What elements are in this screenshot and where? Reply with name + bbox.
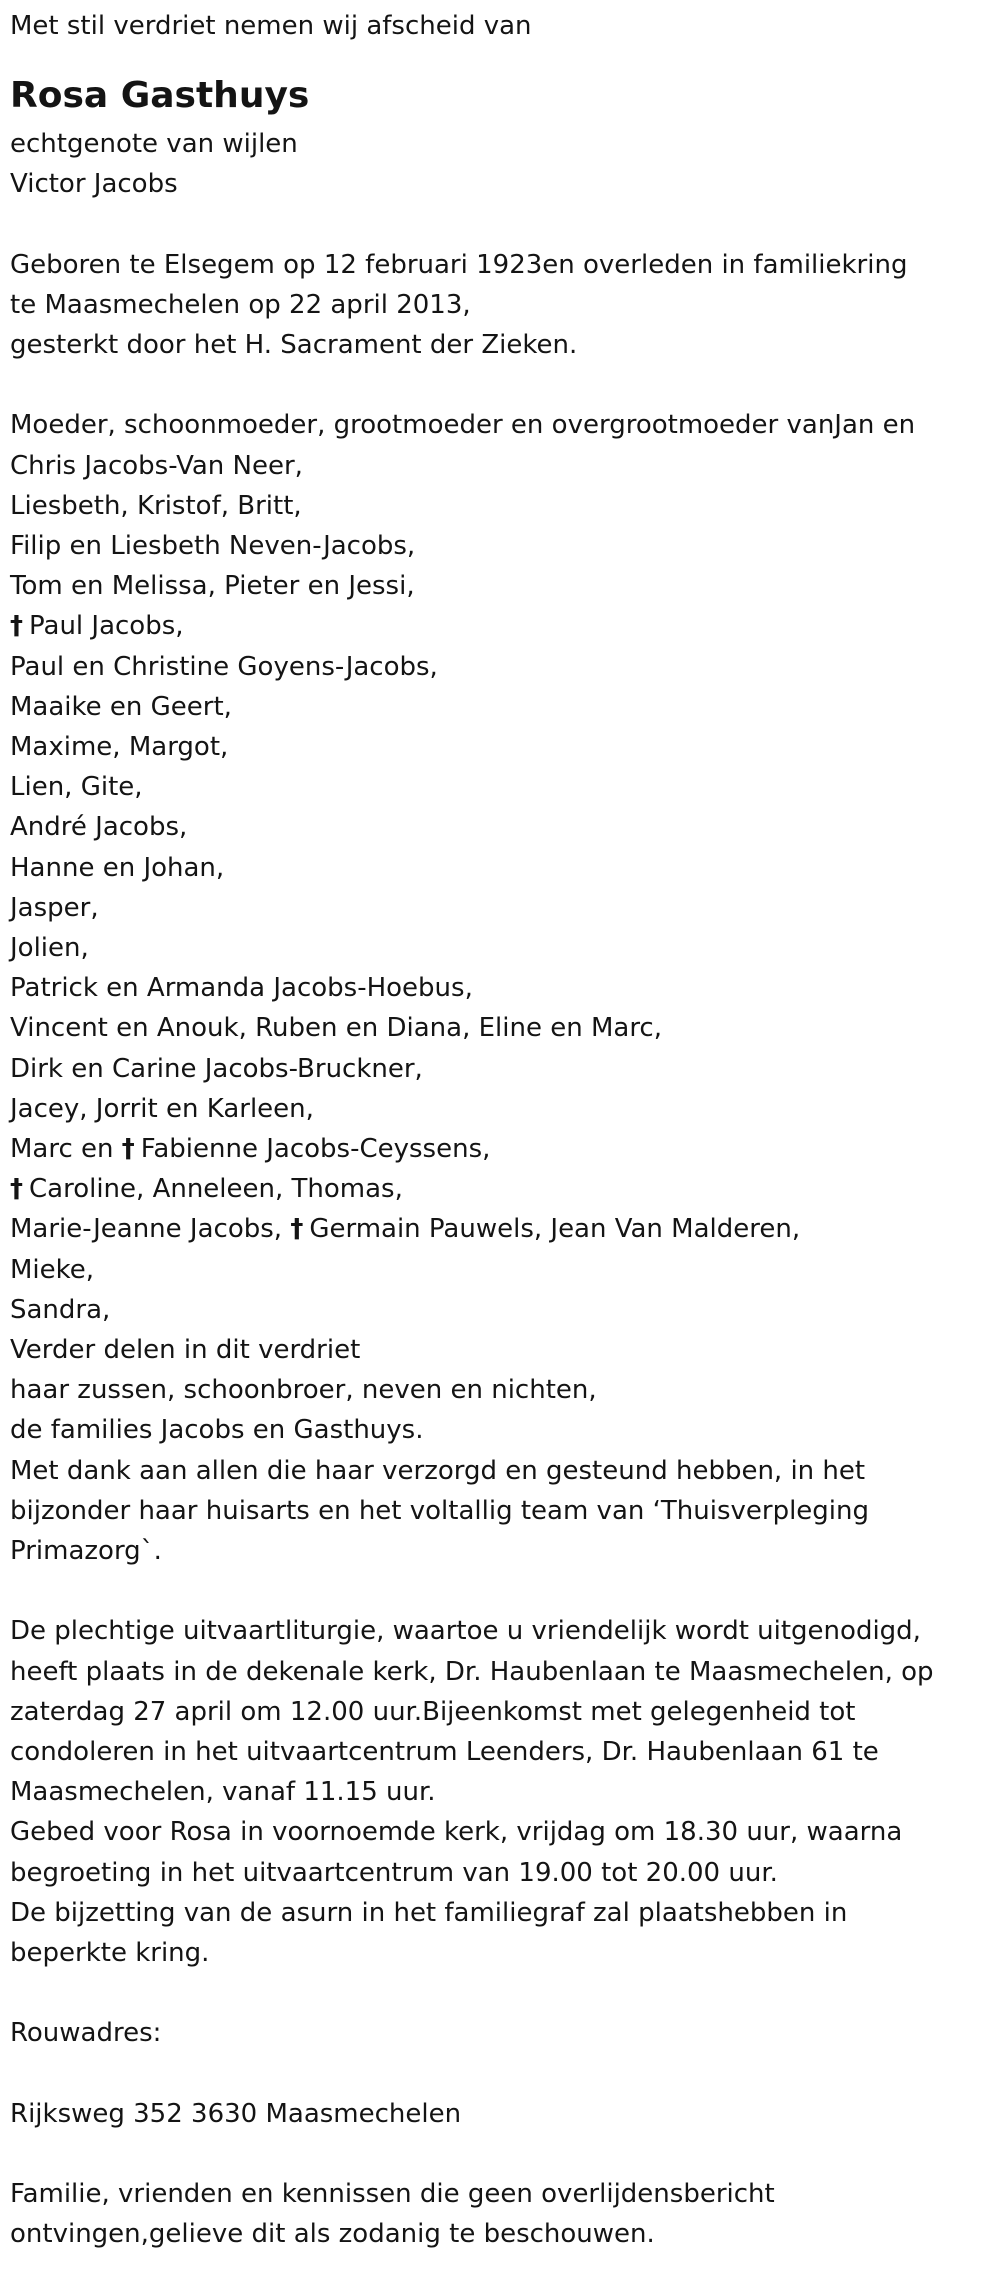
birth-death-block xyxy=(10,245,990,366)
family-line-text: haar zussen, schoonbroer, neven en nichten, xyxy=(10,1375,597,1406)
family-line-prefix: Marie-Jeanne Jacobs, xyxy=(10,1214,283,1245)
family-line-text: Tom en Melissa, Pieter en Jessi, xyxy=(10,571,415,602)
family-line-text: Germain Pauwels, Jean Van Malderen, xyxy=(309,1214,801,1245)
family-line-text: de families Jacobs en Gasthuys. xyxy=(10,1415,424,1446)
family-line-text: Liesbeth, Kristof, Britt, xyxy=(10,490,302,521)
ceremony-line: Maasmechelen, vanaf 11.15 uur. xyxy=(10,1777,436,1808)
family-line xyxy=(10,1290,990,1330)
family-line xyxy=(10,888,990,928)
family-line-text: André Jacobs, xyxy=(10,812,188,843)
family-line-text: Vincent en Anouk, Ruben en Diana, Eline en Marc, xyxy=(10,1013,662,1044)
relation-line: echtgenote van wijlen xyxy=(10,129,298,159)
spacer xyxy=(10,365,990,405)
family-line-text: Filip en Liesbeth Neven-Jacobs, xyxy=(10,531,416,561)
family-line xyxy=(10,687,990,727)
family-line xyxy=(10,1491,990,1531)
family-line xyxy=(10,566,990,606)
deceased-name: Rosa Gasthuys xyxy=(10,75,310,116)
family-line-text: Jacey, Jorrit en Karleen, xyxy=(10,1093,314,1124)
family-line-text: Fabienne Jacobs-Ceyssens, xyxy=(140,1134,491,1165)
family-line-text: Sandra, xyxy=(10,1294,111,1325)
address-text: Rijksweg 352 3630 Maasmechelen xyxy=(10,2098,462,2129)
death-notice xyxy=(10,10,990,2255)
family-line xyxy=(10,446,990,486)
spacer xyxy=(10,2134,990,2174)
family-line-text: Paul en Christine Goyens-Jacobs, xyxy=(10,651,438,682)
cross-icon: † xyxy=(10,1174,23,1205)
family-line-text: Patrick en Armanda Jacobs-Hoebus, xyxy=(10,973,473,1004)
family-line-text: Maxime, Margot, xyxy=(10,732,229,763)
spacer xyxy=(10,1973,990,2013)
family-line-text: Moeder, schoonmoeder, grootmoeder en overgrootmoeder vanJan en xyxy=(10,410,916,441)
family-line-text: Caroline, Anneleen, Thomas, xyxy=(29,1174,403,1205)
ceremony-line: heeft plaats in de dekenale kerk, Dr. Haubenlaan te Maasmechelen, op xyxy=(10,1656,934,1687)
family-line xyxy=(10,606,990,646)
family-line xyxy=(10,1531,990,1571)
family-line-prefix: Marc en xyxy=(10,1134,114,1165)
family-line-text: Maaike en Geert, xyxy=(10,691,232,722)
family-line-text: Paul Jacobs, xyxy=(29,611,184,642)
cross-icon: † xyxy=(10,611,23,642)
family-line xyxy=(10,1089,990,1129)
relation-line: Victor Jacobs xyxy=(10,169,178,200)
family-line xyxy=(10,526,990,566)
ceremony-line: beperkte kring. xyxy=(10,1938,210,1969)
family-line xyxy=(10,647,990,687)
cross-icon: † xyxy=(121,1134,135,1165)
ceremony-line: Gebed voor Rosa in voornoemde kerk, vrijdag om 18.30 uur, waarna xyxy=(10,1817,903,1848)
family-line xyxy=(10,1370,990,1410)
family-line xyxy=(10,928,990,968)
family-line-text: bijzonder haar huisarts en het voltallig team van ‘Thuisverpleging xyxy=(10,1495,870,1526)
family-line xyxy=(10,727,990,767)
family-line xyxy=(10,486,990,526)
family-line xyxy=(10,767,990,807)
ceremony-line: condoleren in het uitvaartcentrum Leenders, Dr. Haubenlaan 61 te xyxy=(10,1737,879,1768)
closing-line: Familie, vrienden en kennissen die geen overlijdensbericht xyxy=(10,2179,775,2210)
spacer xyxy=(10,2054,990,2094)
family-line xyxy=(10,1049,990,1089)
family-line xyxy=(10,1330,990,1370)
family-line-text: Mieke, xyxy=(10,1254,95,1285)
family-block xyxy=(10,405,990,1571)
family-line xyxy=(10,968,990,1008)
relation-block xyxy=(10,124,990,204)
spacer xyxy=(10,1571,990,1611)
family-line-text: Jasper, xyxy=(10,892,99,923)
ceremony-line: zaterdag 27 april om 12.00 uur.Bijeenkomst met gelegenheid tot xyxy=(10,1696,856,1727)
family-line xyxy=(10,405,990,445)
closing-block xyxy=(10,2174,990,2254)
family-line xyxy=(10,1410,990,1450)
family-line-text: Hanne en Johan, xyxy=(10,852,225,883)
family-line xyxy=(10,1451,990,1491)
family-line xyxy=(10,1129,990,1169)
ceremony-line: De bijzetting van de asurn in het familiegraf zal plaatshebben in xyxy=(10,1897,848,1928)
family-line-text: Jolien, xyxy=(10,933,89,964)
family-line-text: Met dank aan allen die haar verzorgd en gesteund hebben, in het xyxy=(10,1455,866,1486)
address-label: Rouwadres: xyxy=(10,2018,162,2049)
family-line xyxy=(10,848,990,888)
family-line xyxy=(10,807,990,847)
closing-line: ontvingen,gelieve dit als zodanig te beschouwen. xyxy=(10,2219,655,2250)
cross-icon: † xyxy=(290,1214,304,1245)
family-line-text: Verder delen in dit verdriet xyxy=(10,1335,361,1366)
ceremony-line: De plechtige uitvaartliturgie, waartoe u vriendelijk wordt uitgenodigd, xyxy=(10,1616,921,1647)
family-line xyxy=(10,1250,990,1290)
family-line-text: Lien, Gite, xyxy=(10,772,143,803)
family-line xyxy=(10,1169,990,1209)
birth-line: Geboren te Elsegem op 12 februari 1923en overleden in familiekring xyxy=(10,249,908,280)
family-line xyxy=(10,1008,990,1048)
intro-text: Met stil verdriet nemen wij afscheid van xyxy=(10,11,532,41)
ceremony-block xyxy=(10,1611,990,1973)
family-line-text: Chris Jacobs-Van Neer, xyxy=(10,450,303,481)
family-line-text: Primazorg`. xyxy=(10,1536,162,1567)
family-line-text: Dirk en Carine Jacobs-Bruckner, xyxy=(10,1053,423,1084)
family-line xyxy=(10,1209,990,1249)
spacer xyxy=(10,204,990,244)
birth-line: te Maasmechelen op 22 april 2013, xyxy=(10,289,471,320)
birth-line: gesterkt door het H. Sacrament der Zieken. xyxy=(10,330,578,360)
ceremony-line: begroeting in het uitvaartcentrum van 19.00 tot 20.00 uur. xyxy=(10,1857,778,1888)
